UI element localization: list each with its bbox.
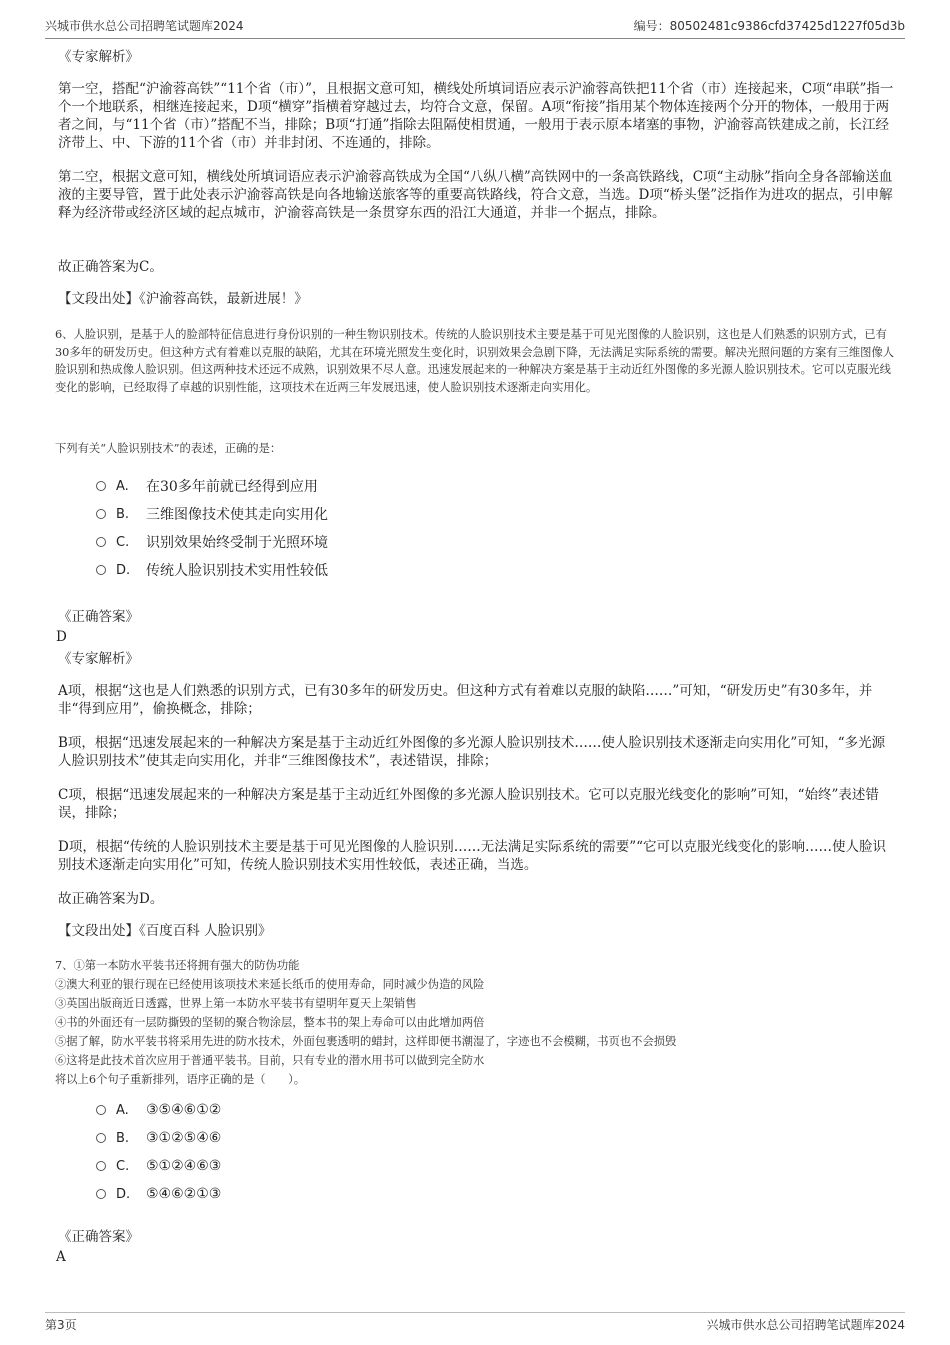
q5-source: 【文段出处】《沪渝蓉高铁，最新进展！》 xyxy=(58,291,308,307)
option-text: ⑤④⑥②①③ xyxy=(146,1186,222,1202)
option-text: 识别效果始终受制于光照环境 xyxy=(146,535,328,551)
page-footer xyxy=(45,1312,905,1333)
q6-answer: D xyxy=(56,629,67,645)
q7-sentence-4: ④书的外面还有一层防撕毁的坚韧的聚合物涂层，整本书的架上寿命可以由此增加两倍 xyxy=(55,1016,485,1029)
q6-analysis-c: C项，根据“迅速发展起来的一种解决方案是基于主动近红外图像的多光源人脸识别技术。它可以克服光线变化的影响”可知，“始终”表述错误，排除； xyxy=(58,787,879,821)
q7-sentence-2: ②澳大利亚的银行现在已经使用该项技术来延长纸币的使用寿命，同时减少伪造的风险 xyxy=(55,978,485,991)
q6-option-d[interactable]: D. 传统人脸识别技术实用性较低 xyxy=(96,560,328,580)
q6-analysis-a: A项，根据“这也是人们熟悉的识别方式，已有30多年的研发历史。但这种方式有着难以克服的缺陷……”可知，“研发历史”有30多年，并非“得到应用”，偷换概念，排除； xyxy=(58,683,873,717)
q6-analysis-d: D项，根据“传统的人脸识别技术主要是基于可见光图像的人脸识别……无法满足实际系统的需要”“它可以克服光线变化的影响……使人脸识别技术逐渐走向实用化”可知，传统人脸识别技术实用性较低，表述正确，当选。 xyxy=(58,839,887,873)
radio-icon[interactable] xyxy=(96,537,106,547)
q5-analysis-para1: 第一空，搭配“沪渝蓉高铁”“11个省（市）”，且根据文意可知，横线处所填词语应表示沪渝蓉高铁把11个省（市）连接起来，C项“串联”指一个一个地联系，相继连接起来，D项“横穿”指横着穿越过去，均符合文意，保留。A项“衔接”指用某个物体连接两个分开的物体，一般用于两者之间，与“11个省（市）”搭配不当，排除；B项“打通”指除去阻隔使相贯通，一般用于表示原本堵塞的事物，沪渝蓉高铁建成之前，长江经济带上、中、下游的11个省（市）并非封闭、不连通的，排除。 xyxy=(58,81,894,151)
q7-option-c[interactable]: C. ⑤①②④⑥③ xyxy=(96,1156,221,1176)
q6-stem: 6、人脸识别，是基于人的脸部特征信息进行身份识别的一种生物识别技术。传统的人脸识别技术主要是基于可见光图像的人脸识别，这也是人们熟悉的识别方式，已有30多年的研发历史。但这种方式有着难以克服的缺陷，尤其在环境光照发生变化时，识别效果会急剧下降，无法满足实际系统的需要。解决光照问题的方案有三维图像人脸识别和热成像人脸识别。但这两种技术还远不成熟，识别效果不尽人意。迅速发展起来的一种解决方案是基于主动近红外图像的多光源人脸识别技术。它可以克服光线变化的影响，已经取得了卓越的识别性能，这项技术在近两三年发展迅速，使人脸识别技术逐渐走向实用化。 xyxy=(55,328,895,394)
q7-option-b[interactable]: B. ③①②⑤④⑥ xyxy=(96,1128,221,1148)
q6-answer-label: 《正确答案》 xyxy=(58,609,139,625)
q7-sentence-6: ⑥这将是此技术首次应用于普通平装书。目前，只有专业的潜水用书可以做到完全防水 xyxy=(55,1054,485,1067)
q6-source: 【文段出处】《百度百科 人脸识别》 xyxy=(58,923,272,939)
q7-question: 将以上6个句子重新排列，语序正确的是（ ）。 xyxy=(55,1073,306,1086)
q6-question: 下列有关“人脸识别技术”的表述，正确的是： xyxy=(55,442,282,455)
q7-sentence-5: ⑤据了解，防水平装书将采用先进的防水技术，外面包裹透明的蜡封，这样即便书潮湿了，字迹也不会模糊，书页也不会损毁 xyxy=(55,1035,677,1048)
q5-analysis-para2: 第二空，根据文意可知，横线处所填词语应表示沪渝蓉高铁成为全国“八纵八横”高铁网中的一条高铁路线，C项“主动脉”指向全身各部输送血液的主要导管，置于此处表示沪渝蓉高铁是向各地输送旅客等的重要高铁路线，符合文意，当选。D项“桥头堡”泛指作为进攻的据点，引申解释为经济带或经济区域的起点城市，沪渝蓉高铁是一条贯穿东西的沿江大通道，并非一个据点，排除。 xyxy=(58,169,893,221)
q6-conclusion: 故正确答案为D。 xyxy=(58,891,164,907)
option-text: 传统人脸识别技术实用性较低 xyxy=(146,563,328,579)
option-text: 在30多年前就已经得到应用 xyxy=(146,479,318,495)
radio-icon[interactable] xyxy=(96,1161,106,1171)
q7-sentence-1: 7、①第一本防水平装书还将拥有强大的防伪功能 xyxy=(55,959,300,972)
q7-answer: A xyxy=(56,1249,66,1265)
page-header xyxy=(45,14,905,39)
q7-sentence-3: ③英国出版商近日透露，世界上第一本防水平装书有望明年夏天上架销售 xyxy=(55,997,417,1010)
q7-answer-label: 《正确答案》 xyxy=(58,1229,139,1245)
footer-title: 兴城市供水总公司招聘笔试题库2024 xyxy=(706,1318,905,1332)
q6-option-c[interactable]: C. 识别效果始终受制于光照环境 xyxy=(96,532,328,552)
radio-icon[interactable] xyxy=(96,481,106,491)
q6-analysis-b: B项，根据“迅速发展起来的一种解决方案是基于主动近红外图像的多光源人脸识别技术……使人脸识别技术逐渐走向实用化”可知，“多光源人脸识别技术”使其走向实用化，并非“三维图像技术”，表述错误，排除； xyxy=(58,735,886,769)
radio-icon[interactable] xyxy=(96,1105,106,1115)
footer-page-number: 第3页 xyxy=(45,1318,77,1332)
q6-option-a[interactable]: A. 在30多年前就已经得到应用 xyxy=(96,476,318,496)
option-text: ③①②⑤④⑥ xyxy=(146,1130,222,1146)
q6-expert-label: 《专家解析》 xyxy=(58,651,139,667)
radio-icon[interactable] xyxy=(96,1189,106,1199)
q7-option-a[interactable]: A. ③⑤④⑥①② xyxy=(96,1100,221,1120)
header-doc-id: 编号：80502481c9386cfd37425d1227f05d3b xyxy=(633,19,905,33)
radio-icon[interactable] xyxy=(96,1133,106,1143)
q6-option-b[interactable]: B. 三维图像技术使其走向实用化 xyxy=(96,504,328,524)
option-text: 三维图像技术使其走向实用化 xyxy=(146,507,328,523)
option-text: ③⑤④⑥①② xyxy=(146,1102,222,1118)
q5-conclusion: 故正确答案为C。 xyxy=(58,259,163,275)
radio-icon[interactable] xyxy=(96,509,106,519)
q5-expert-label: 《专家解析》 xyxy=(58,49,139,65)
q7-option-d[interactable]: D. ⑤④⑥②①③ xyxy=(96,1184,221,1204)
header-title: 兴城市供水总公司招聘笔试题库2024 xyxy=(45,19,244,33)
radio-icon[interactable] xyxy=(96,565,106,575)
option-text: ⑤①②④⑥③ xyxy=(146,1158,222,1174)
